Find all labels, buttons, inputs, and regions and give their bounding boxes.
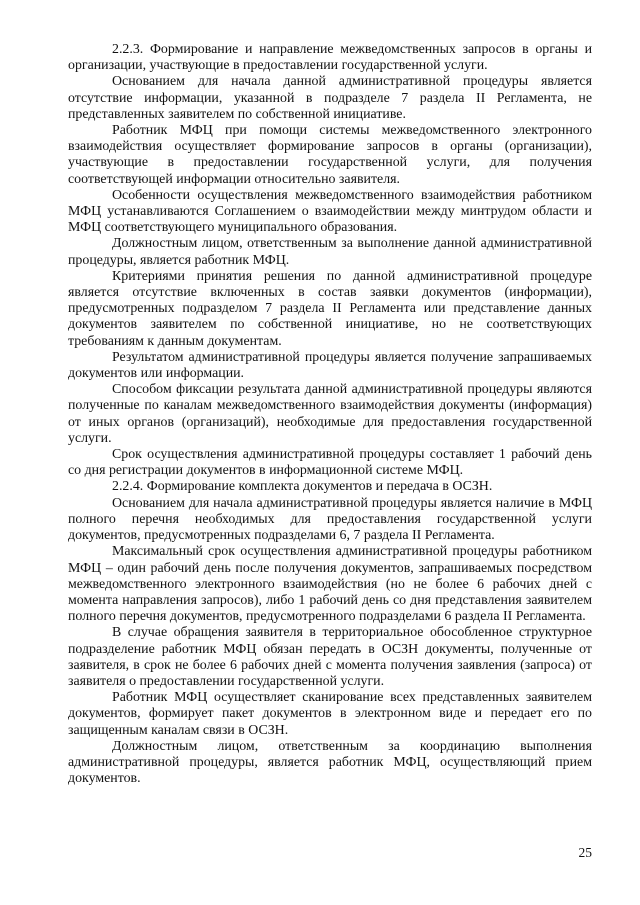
paragraph-territorial-division: В случае обращения заявителя в территориальное обособленное структурное подразделение работник МФЦ обязан передать в ОСЗН документы, полученные от заявителя, в срок не более 6 рабочих дней с момента получения заявления (запроса) от заявителя о предоставлении государственной услуги.: [68, 625, 592, 689]
paragraph-result-fixation: Способом фиксации результата данной административной процедуры являются полученные по каналам межведомственного взаимодействия документы (информация) от иных органов (организаций), необходимые для предоставления государственной услуги.: [68, 382, 592, 446]
paragraph-scanning: Работник МФЦ осуществляет сканирование всех представленных заявителем документов, формирует пакет документов в электронном виде и передает его по защищенным каналам связи в ОСЗН.: [68, 690, 592, 738]
paragraph-2-2-3-heading: 2.2.3. Формирование и направление межведомственных запросов в органы и организации, участвующие в предоставлении государственной услуги.: [68, 42, 592, 74]
paragraph-mfc-requests: Работник МФЦ при помощи системы межведомственного электронного взаимодействия осуществляет формирование запросов в органы (организации), участвующие в предоставлении государственной услуги, для получения соответствующей информации относительно заявителя.: [68, 123, 592, 187]
paragraph-decision-criteria: Критериями принятия решения по данной административной процедуре является отсутствие включенных в состав заявки документов (информации), предусмотренных подразделом 7 раздела II Регламента или представление данных документов заявителем по собственной инициативе, но не соответствующих требованиям к данным документам.: [68, 268, 592, 349]
paragraph-interaction-features: Особенности осуществления межведомственного взаимодействия работником МФЦ устанавливаются Соглашением о взаимодействии между минтрудом области и МФЦ соответствующего муниципального образования.: [68, 187, 592, 236]
page-number: 25: [578, 845, 592, 860]
paragraph-basis: Основанием для начала данной административной процедуры является отсутствие информации, указанной в подразделе 7 раздела II Регламента, не представленных заявителем по собственной инициативе.: [68, 74, 592, 122]
paragraph-coordination-official: Должностным лицом, ответственным за координацию выполнения административной процедуры, является работник МФЦ, осуществляющий прием документов.: [68, 738, 592, 787]
paragraph-term: Срок осуществления административной процедуры составляет 1 рабочий день со дня регистрации документов в информационной системе МФЦ.: [68, 447, 592, 479]
paragraph-max-term: Максимальный срок осуществления административной процедуры работником МФЦ – один рабочий день после получения документов, запрашиваемых посредством межведомственного электронного взаимодействия (но не более 6 рабочих дней с момента направления запросов), либо 1 рабочий день со дня представления заявителем полного перечня документов, предусмотренного подразделами 6 раздела II Регламента.: [68, 544, 592, 625]
paragraph-2-2-4-heading: 2.2.4. Формирование комплекта документов и передача в ОСЗН.: [112, 479, 493, 495]
paragraph-responsible-official: Должностным лицом, ответственным за выполнение данной административной процедуры, является работник МФЦ.: [68, 236, 592, 268]
paragraph-basis-2-2-4: Основанием для начала административной процедуры является наличие в МФЦ полного перечня необходимых для предоставления государственной услуги документов, предусмотренных подразделами 6, 7 раздела II Регламента.: [68, 495, 592, 544]
paragraph-result: Результатом административной процедуры является получение запрашиваемых документов или информации.: [68, 349, 592, 382]
